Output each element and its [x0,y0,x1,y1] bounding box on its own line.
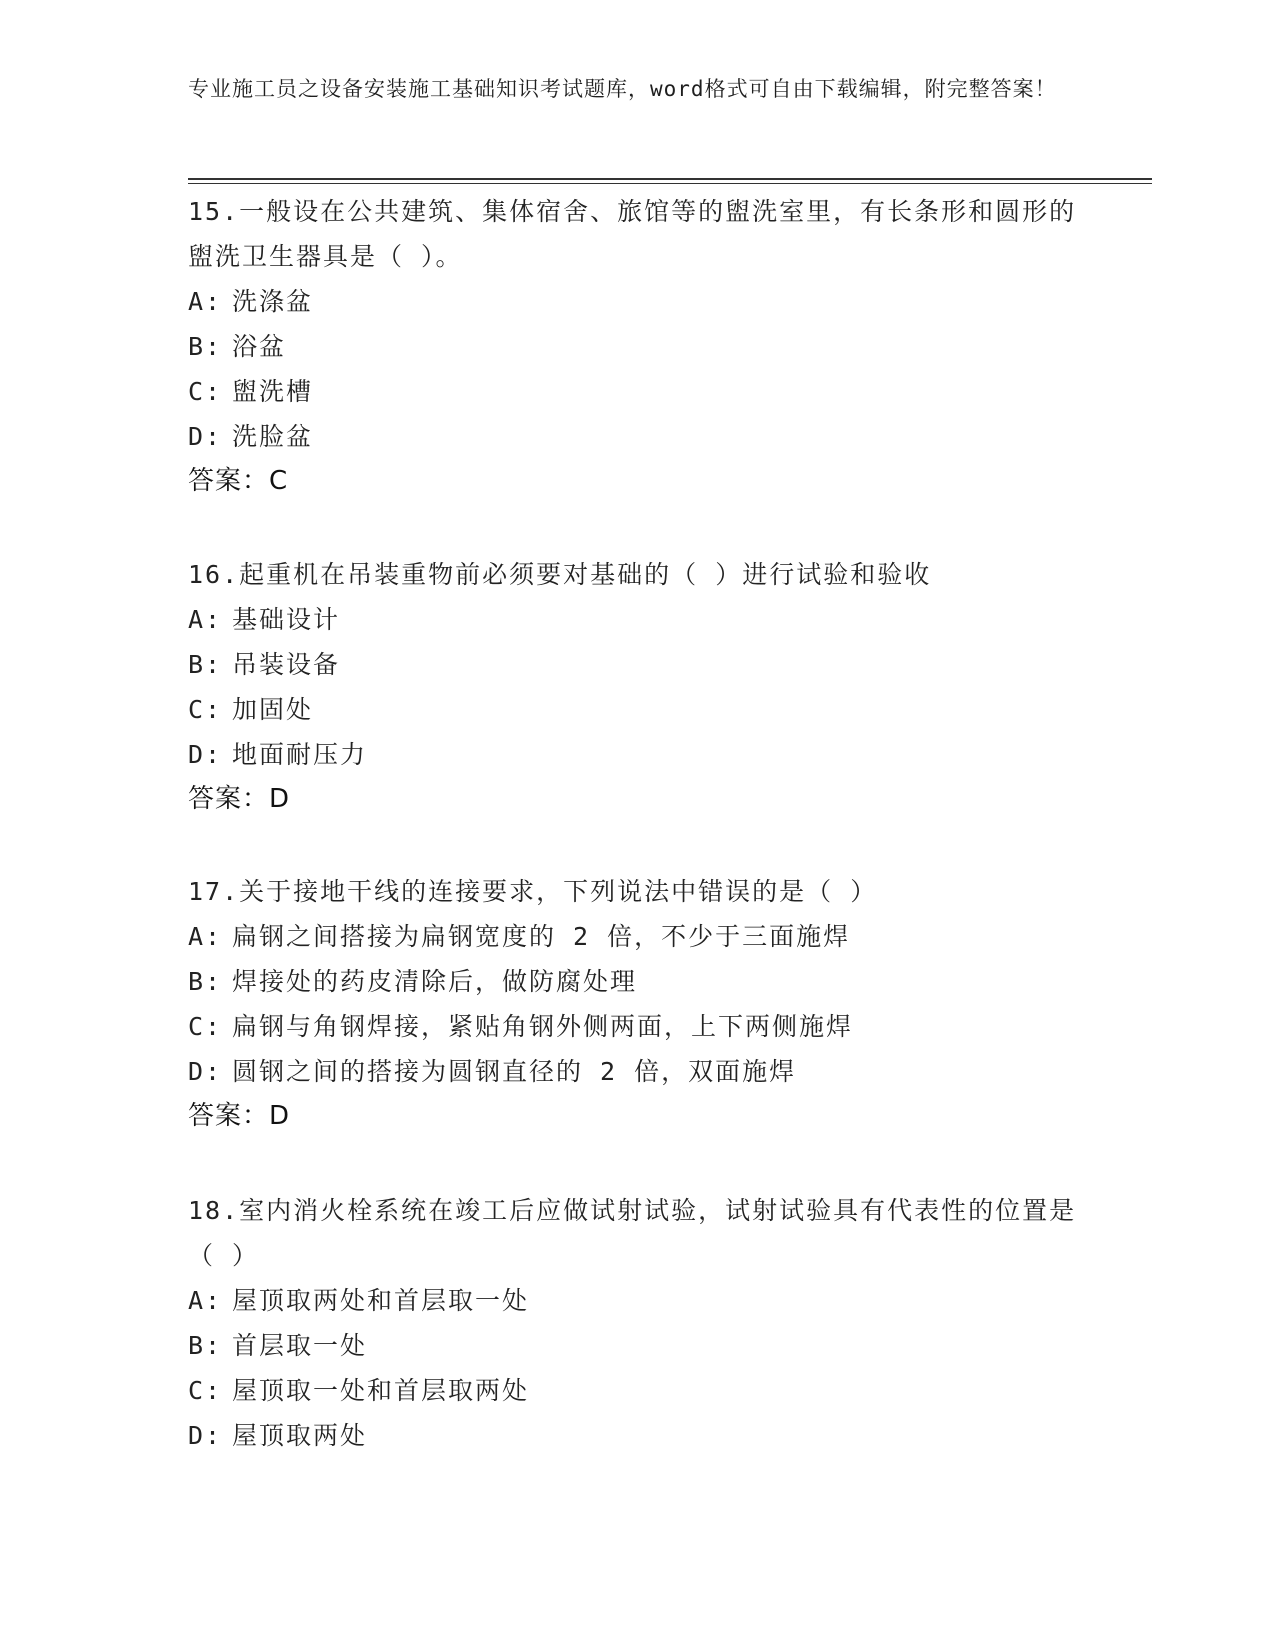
option-b [188,324,1088,369]
option-text: 屋顶取两处 [232,1421,368,1450]
option-letter: B: [188,332,223,361]
option-a [188,597,1088,642]
option-text: 扁钢之间搭接为扁钢宽度的 2 倍，不少于三面施焊 [232,922,851,951]
option-text: 焊接处的药皮清除后，做防腐处理 [232,967,638,996]
option-text: 基础设计 [232,605,341,634]
question-18 [188,1188,1088,1458]
option-text: 屋顶取一处和首层取两处 [232,1376,530,1405]
option-b [188,642,1088,687]
option-a [188,914,1088,959]
option-text: 首层取一处 [232,1331,368,1360]
option-text: 洗脸盆 [232,422,314,451]
option-text: 浴盆 [232,332,287,361]
option-letter: C: [188,1376,223,1405]
option-c [188,1368,1088,1413]
option-d [188,1049,1088,1094]
option-letter: C: [188,695,223,724]
question-16 [188,552,1088,822]
option-letter: D: [188,422,223,451]
option-b [188,959,1088,1004]
option-letter: D: [188,740,223,769]
option-text: 洗涤盆 [232,287,314,316]
option-letter: D: [188,1421,223,1450]
option-c [188,1004,1088,1049]
option-letter: C: [188,377,223,406]
question-stem: 15.一般设在公共建筑、集体宿舍、旅馆等的盥洗室里，有长条形和圆形的盥洗卫生器具是（ ）。 [188,197,1077,271]
option-letter: C: [188,1012,223,1041]
option-text: 盥洗槽 [232,377,314,406]
option-d [188,1413,1088,1458]
option-letter: A: [188,922,223,951]
answer-line: 答案：C [188,466,289,496]
header-divider-thin [188,183,1152,184]
question-stem: 17.关于接地干线的连接要求，下列说法中错误的是（ ） [188,877,878,906]
option-c [188,687,1088,732]
document-header: 专业施工员之设备安装施工基础知识考试题库，word格式可自由下载编辑，附完整答案！ [188,77,1057,101]
option-text: 吊装设备 [232,650,341,679]
option-letter: B: [188,1331,223,1360]
question-stem: 16.起重机在吊装重物前必须要对基础的（ ）进行试验和验收 [188,560,932,589]
option-a [188,279,1088,324]
option-letter: B: [188,650,223,679]
option-letter: A: [188,605,223,634]
option-text: 加固处 [232,695,314,724]
option-c [188,369,1088,414]
option-b [188,1323,1088,1368]
option-letter: B: [188,967,223,996]
option-letter: D: [188,1057,223,1086]
option-letter: A: [188,1286,223,1315]
question-15 [188,189,1088,504]
header-divider-thick [188,178,1152,180]
option-text: 扁钢与角钢焊接，紧贴角钢外侧两面，上下两侧施焊 [232,1012,854,1041]
answer-line: 答案：D [188,784,291,814]
option-letter: A: [188,287,223,316]
option-text: 地面耐压力 [232,740,368,769]
option-d [188,732,1088,777]
option-d [188,414,1088,459]
answer-line: 答案：D [188,1101,291,1131]
option-a [188,1278,1088,1323]
question-stem: 18.室内消火栓系统在竣工后应做试射试验，试射试验具有代表性的位置是（ ） [188,1196,1077,1270]
option-text: 屋顶取两处和首层取一处 [232,1286,530,1315]
question-17 [188,869,1088,1139]
option-text: 圆钢之间的搭接为圆钢直径的 2 倍，双面施焊 [232,1057,797,1086]
